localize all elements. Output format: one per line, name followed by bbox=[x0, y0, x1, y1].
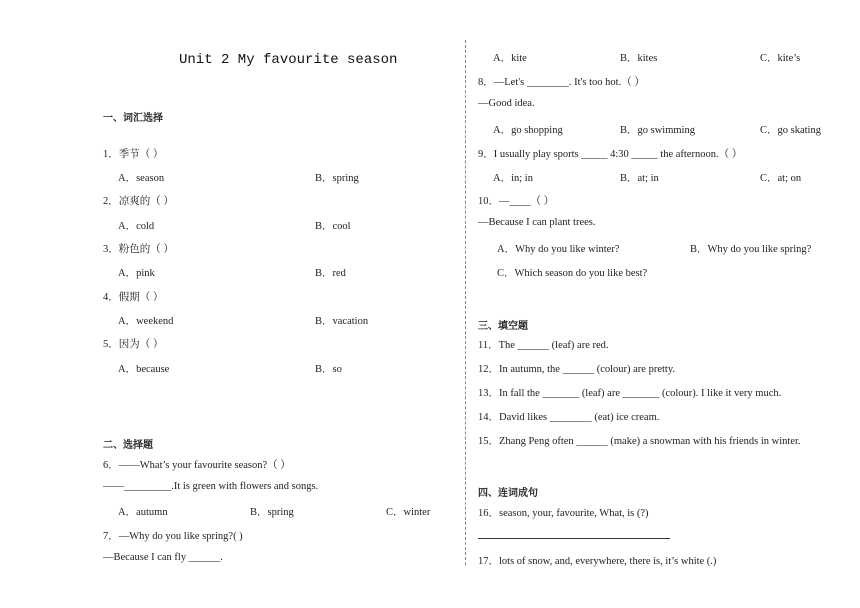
option-c: C．at; on bbox=[760, 173, 802, 184]
option-b: B．vacation bbox=[315, 316, 369, 327]
question-stem: 10．—____（ ） bbox=[478, 196, 555, 207]
fill-question: 15．Zhang Peng often ______ (make) a snowman with his friends in winter. bbox=[478, 436, 801, 447]
option-a: A．go shopping bbox=[493, 125, 563, 136]
option-b: B．go swimming bbox=[620, 125, 695, 136]
option-b: B．at; in bbox=[620, 173, 659, 184]
option-a: A．season bbox=[118, 173, 165, 184]
section-heading-vocab: 一、词汇选择 bbox=[103, 113, 163, 124]
option-a: A．Why do you like winter? bbox=[497, 244, 620, 255]
question-stem: 3．粉色的（ ） bbox=[103, 244, 174, 255]
fill-question: 12．In autumn, the ______ (colour) are pretty. bbox=[478, 364, 676, 375]
question-stem: 7．—Why do you like spring?( ) bbox=[103, 531, 243, 542]
option-c: C．kite’s bbox=[760, 53, 801, 64]
option-a: A．pink bbox=[118, 268, 155, 279]
fill-question: 11．The ______ (leaf) are red. bbox=[478, 340, 609, 351]
option-a: A．because bbox=[118, 364, 170, 375]
option-a: A．kite bbox=[493, 53, 527, 64]
question-line: ——_________.It is green with flowers and songs. bbox=[103, 481, 319, 492]
question-stem: 9．I usually play sports _____ 4:30 _____ the afternoon.（ ） bbox=[478, 149, 743, 160]
option-a: A．autumn bbox=[118, 507, 168, 518]
question-stem: 6．——What’s your favourite season?（ ） bbox=[103, 460, 291, 471]
page-title: Unit 2 My favourite season bbox=[179, 52, 398, 68]
section-heading-fill: 三、填空题 bbox=[478, 321, 528, 332]
option-b: B．so bbox=[315, 364, 342, 375]
option-b: B．spring bbox=[315, 173, 359, 184]
option-b: B．red bbox=[315, 268, 346, 279]
option-b: B．kites bbox=[620, 53, 658, 64]
question-stem: 4．假期（ ） bbox=[103, 292, 164, 303]
option-a: A．cold bbox=[118, 221, 155, 232]
option-a: A．in; in bbox=[493, 173, 533, 184]
section-heading-order: 四、连词成句 bbox=[478, 488, 538, 499]
order-question: 17．lots of snow, and, everywhere, there is, it’s white (.) bbox=[478, 556, 717, 567]
option-c: C．go skating bbox=[760, 125, 821, 136]
fill-question: 14．David likes ________ (eat) ice cream. bbox=[478, 412, 660, 423]
option-c: C．Which season do you like best? bbox=[497, 268, 648, 279]
section-heading-choice: 二、选择题 bbox=[103, 440, 153, 451]
option-b: B．spring bbox=[250, 507, 294, 518]
option-b: B．Why do you like spring? bbox=[690, 244, 812, 255]
question-stem: 1．季节（ ） bbox=[103, 149, 164, 160]
order-question: 16．season, your, favourite, What, is (?) bbox=[478, 508, 649, 519]
question-line: —Because I can plant trees. bbox=[478, 217, 596, 228]
question-stem: 8．—Let's ________. It's too hot.（ ） bbox=[478, 77, 645, 88]
question-line: —Good idea. bbox=[478, 98, 535, 109]
question-stem: 5．因为（ ） bbox=[103, 339, 164, 350]
option-a: A．weekend bbox=[118, 316, 174, 327]
question-stem: 2．凉爽的（ ） bbox=[103, 196, 174, 207]
option-b: B．cool bbox=[315, 221, 351, 232]
question-line: —Because I can fly ______. bbox=[103, 552, 223, 563]
answer-line bbox=[478, 538, 670, 539]
option-c: C．winter bbox=[386, 507, 431, 518]
column-divider bbox=[465, 40, 466, 565]
fill-question: 13．In fall the _______ (leaf) are _______ (colour). I like it very much. bbox=[478, 388, 782, 399]
